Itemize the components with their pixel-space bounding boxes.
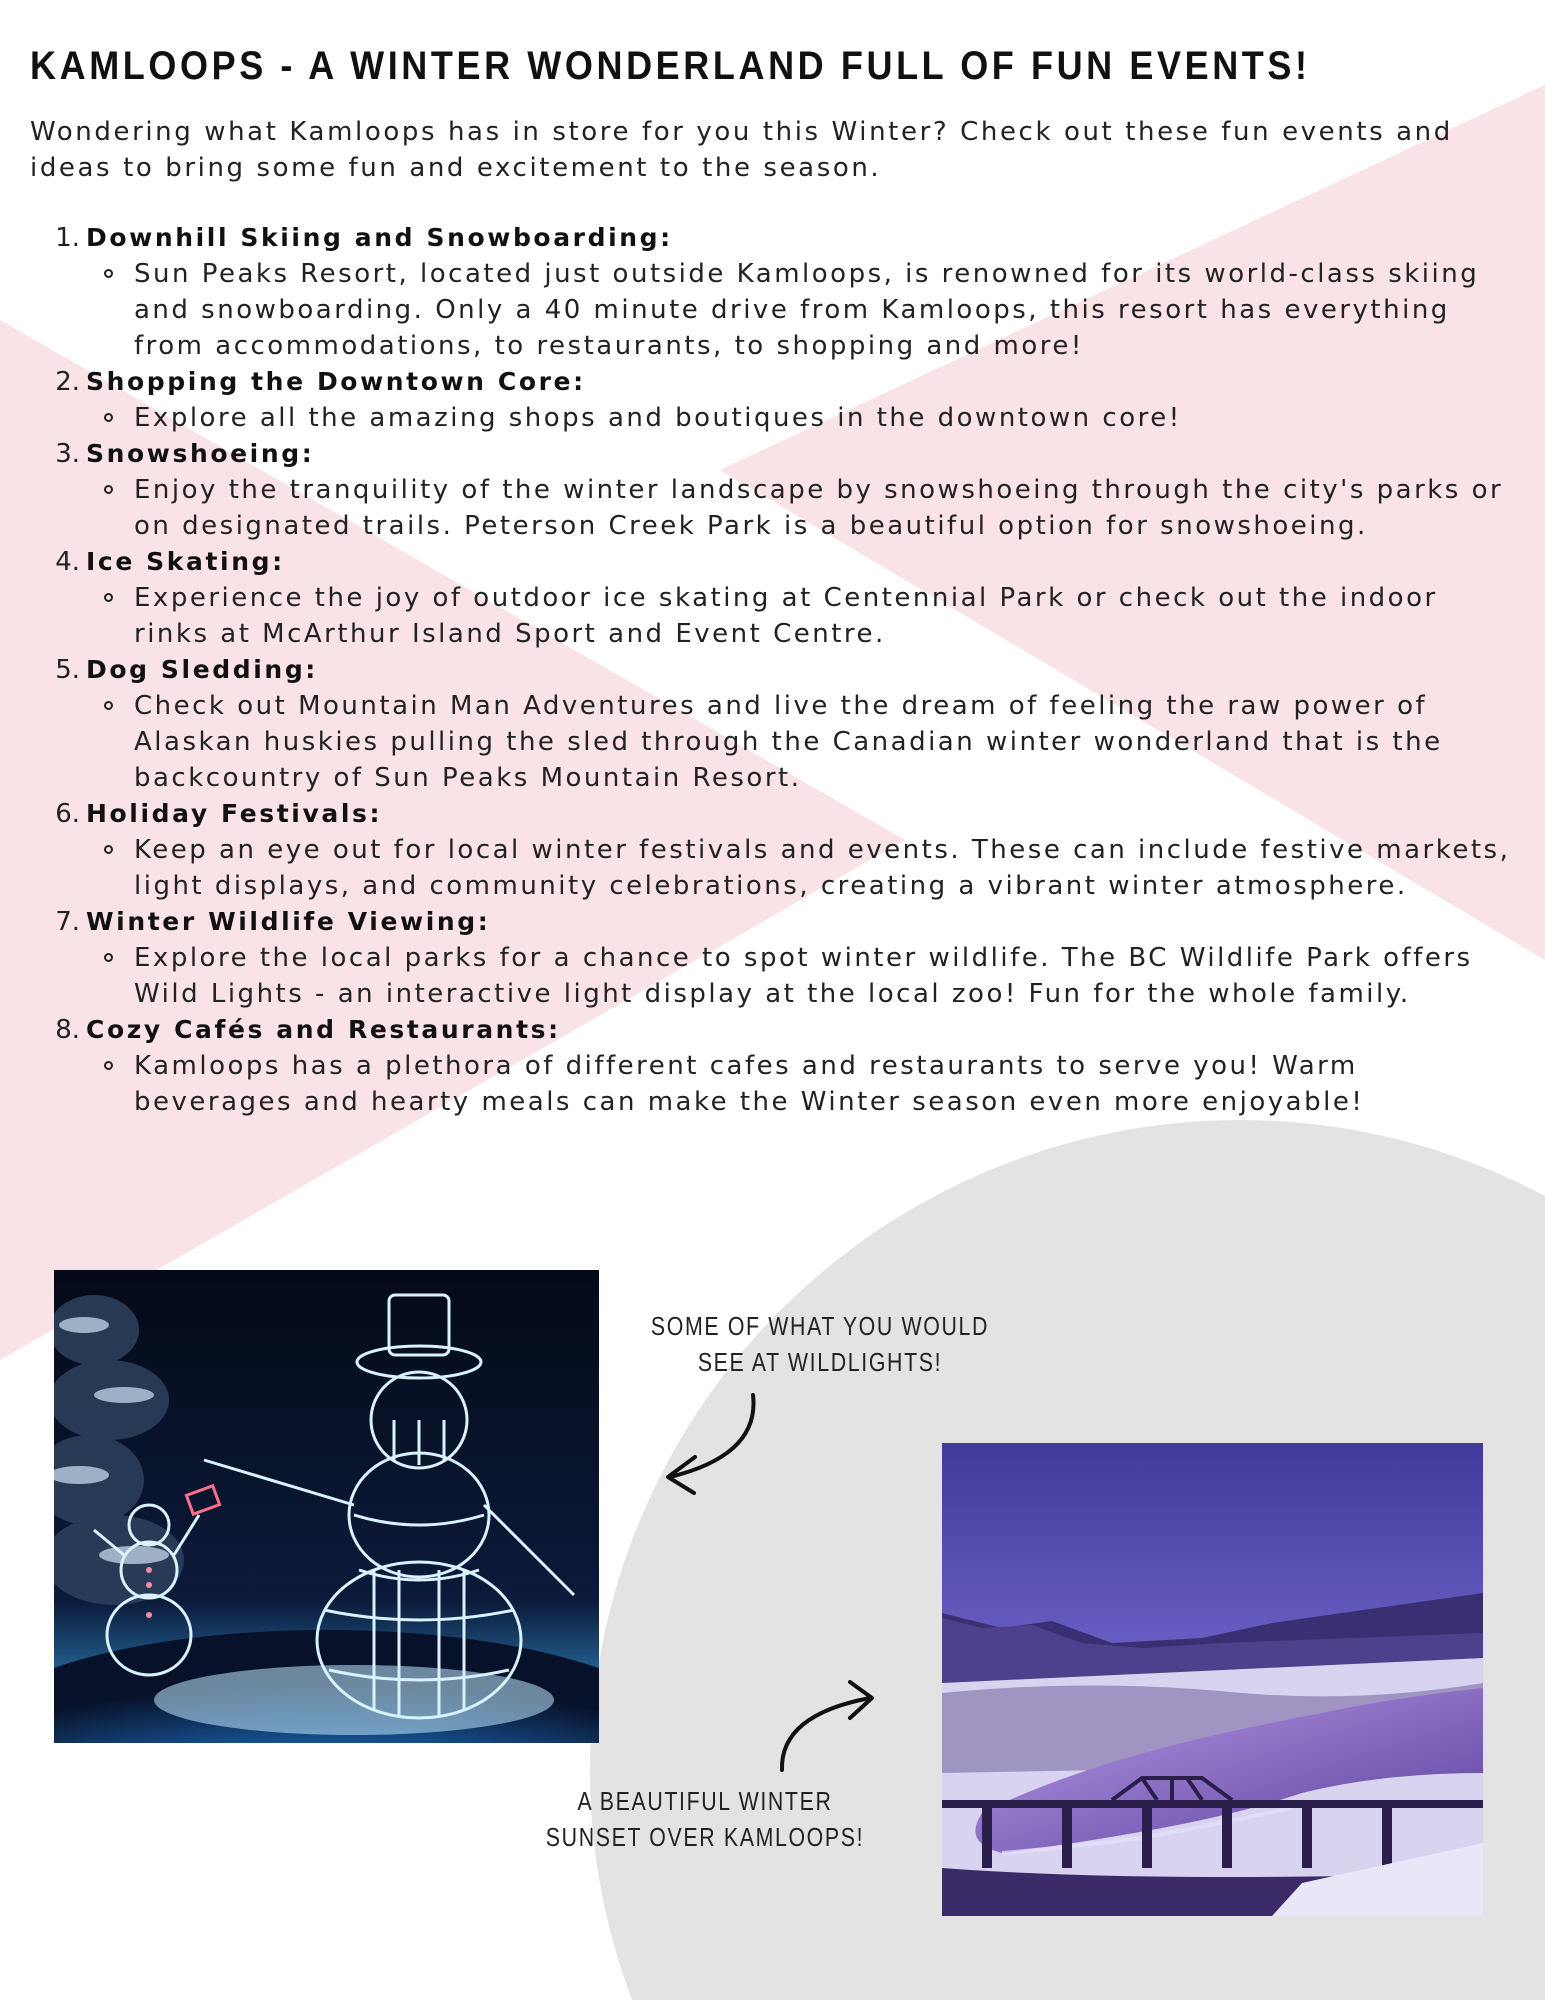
event-title: Holiday Festivals: (86, 799, 383, 828)
kamloops-sunset-photo (942, 1443, 1483, 1916)
intro-paragraph: Wondering what Kamloops has in store for you this Winter? Check out these fun events and ideas to bring some fun and excitement to the season. (30, 117, 1453, 183)
event-title: Dog Sledding: (86, 655, 318, 684)
page-title: KAMLOOPS - A WINTER WONDERLAND FULL OF FUN EVENTS! (30, 44, 1311, 88)
event-description: Enjoy the tranquility of the winter landscape by snowshoeing through the city's parks or on designated trails. Peterson Creek Park is a beautiful option for snowshoeing. (82, 472, 1515, 544)
event-number: 5. (55, 655, 80, 685)
event-description: Experience the joy of outdoor ice skating at Centennial Park or check out the indoor rinks at McArthur Island Sport and Event Centre. (82, 580, 1515, 652)
event-item-shopping (30, 364, 1515, 436)
event-list (30, 220, 1515, 1120)
curved-arrow-left-icon (660, 1385, 770, 1495)
wildlights-caption (640, 1308, 1001, 1380)
event-item-wildlife-viewing (30, 904, 1515, 1012)
snowman-light-display-photo (54, 1270, 599, 1743)
caption-line: SEE AT WILDLIGHTS! (697, 1347, 943, 1377)
event-number: 2. (55, 367, 80, 397)
event-description: Explore all the amazing shops and boutiques in the downtown core! (82, 400, 1515, 436)
event-item-dog-sledding (30, 652, 1515, 796)
event-number: 8. (55, 1015, 80, 1045)
event-title: Cozy Cafés and Restaurants: (86, 1015, 561, 1044)
event-description: Explore the local parks for a chance to spot winter wildlife. The BC Wildlife Park offers Wild Lights - an interactive light display at the local zoo! Fun for the whole family. (82, 940, 1515, 1012)
event-title: Ice Skating: (86, 547, 285, 576)
caption-line: A BEAUTIFUL WINTER (577, 1786, 833, 1816)
event-description: Check out Mountain Man Adventures and live the dream of feeling the raw power of Alaskan huskies pulling the sled through the Canadian winter wonderland that is the backcountry of Sun Peaks Mountain Resort. (82, 688, 1515, 796)
event-title: Shopping the Downtown Core: (86, 367, 586, 396)
event-number: 6. (55, 799, 80, 829)
event-description: Sun Peaks Resort, located just outside Kamloops, is renowned for its world-class skiing and snowboarding. Only a 40 minute drive from Kamloops, this resort has everything from accommodations, to restaurants, to shopping and more! (82, 256, 1515, 364)
event-item-ice-skating (30, 544, 1515, 652)
caption-line: SUNSET OVER KAMLOOPS! (545, 1822, 865, 1852)
event-description: Keep an eye out for local winter festivals and events. These can include festive markets, light displays, and community celebrations, creating a vibrant winter atmosphere. (82, 832, 1515, 904)
event-title: Snowshoeing: (86, 439, 315, 468)
event-item-holiday-festivals (30, 796, 1515, 904)
caption-line: SOME OF WHAT YOU WOULD (650, 1311, 990, 1341)
event-item-snowshoeing (30, 436, 1515, 544)
event-title: Downhill Skiing and Snowboarding: (86, 223, 673, 252)
event-title: Winter Wildlife Viewing: (86, 907, 491, 936)
event-number: 4. (55, 547, 80, 577)
event-description: Kamloops has a plethora of different cafes and restaurants to serve you! Warm beverages and hearty meals can make the Winter season even more enjoyable! (82, 1048, 1515, 1120)
event-number: 3. (55, 439, 80, 469)
curved-arrow-right-icon (770, 1670, 880, 1780)
event-number: 7. (55, 907, 80, 937)
sunset-caption (521, 1783, 890, 1855)
event-number: 1. (55, 223, 80, 253)
event-item-skiing (30, 220, 1515, 364)
event-item-cafes (30, 1012, 1515, 1120)
